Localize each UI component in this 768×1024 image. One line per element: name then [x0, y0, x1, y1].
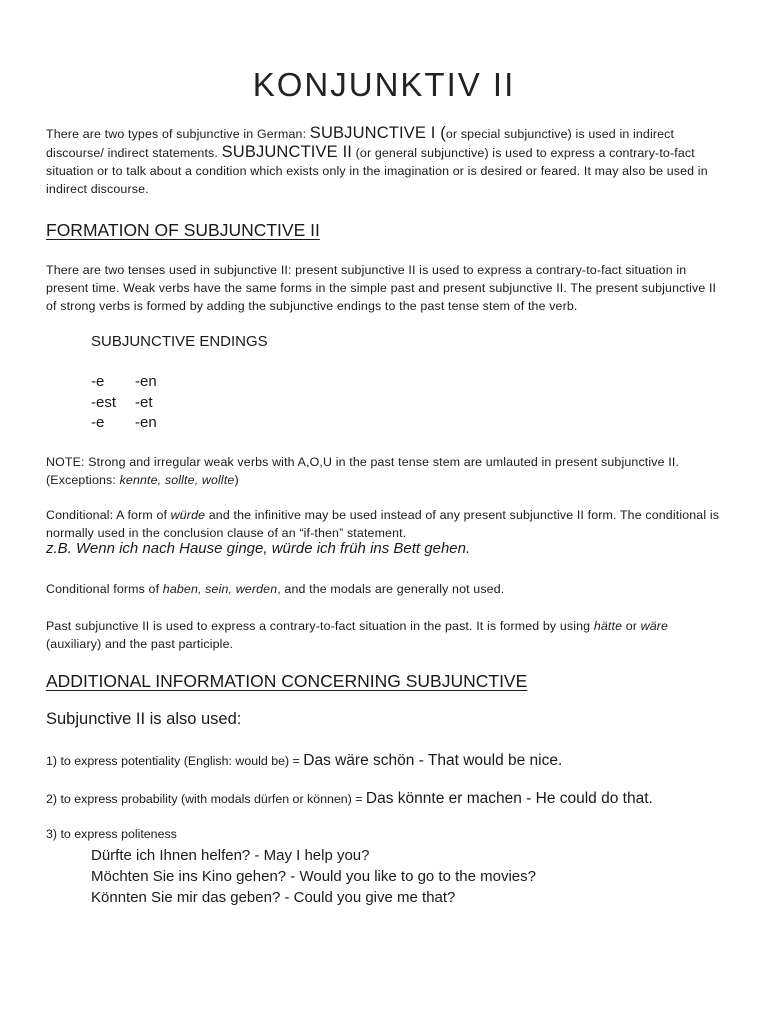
- intro-text-1: There are two types of subjunctive in German:: [46, 127, 310, 141]
- exceptions-suffix: ): [234, 473, 239, 487]
- item2-label: 2) to express probability (with modals dürfen or können) =: [46, 792, 366, 806]
- conditional-forms-paragraph: [46, 580, 722, 598]
- endings-title: SUBJUNCTIVE ENDINGS: [91, 333, 268, 350]
- past-post: (auxiliary) and the past participle.: [46, 637, 234, 651]
- subjunctive-2-term: SUBJUNCTIVE II: [221, 143, 353, 161]
- formation-heading: FORMATION OF SUBJUNCTIVE II: [46, 220, 320, 240]
- politeness-examples: [91, 845, 536, 908]
- ending-plural: -en: [135, 373, 157, 390]
- conditional-pre: Conditional: A form of: [46, 508, 171, 522]
- list-item-potentiality: [46, 752, 562, 770]
- intro-paragraph: [46, 124, 722, 198]
- conditional-forms-verbs: haben, sein, werden: [162, 582, 278, 596]
- note-paragraph: [46, 453, 722, 489]
- past-hatte: hätte: [593, 619, 623, 633]
- ending-singular: -e: [91, 414, 105, 431]
- item1-label: 1) to express potentiality (English: would be) =: [46, 754, 304, 768]
- additional-lead: Subjunctive II is also used:: [46, 710, 242, 728]
- note-text: NOTE: Strong and irregular weak verbs with A,O,U in the past tense stem are umlauted in present subjunctive II.: [46, 455, 680, 469]
- intro-text-3: (or general subjunctive) is used to express a contrary-to-fact situation or to talk about a condition which exists only in the imagination or is desired or feared. It may also be used in indirect discourse.: [46, 146, 708, 196]
- conditional-wurde: würde: [170, 508, 206, 522]
- conditional-forms-post: , and the modals are generally not used.: [277, 582, 505, 596]
- conditional-paragraph: [46, 506, 722, 542]
- ending-singular: -est: [91, 393, 117, 411]
- ending-singular: -e: [91, 373, 105, 390]
- item2-example: Das könnte er machen - He could do that.: [365, 790, 653, 807]
- page-title: KONJUNKTIV II: [252, 66, 516, 103]
- endings-row: [91, 393, 157, 414]
- formation-paragraph: There are two tenses used in subjunctive II: present subjunctive II is used to express a contrary-to-fact situation in present time. Weak verbs have the same forms in the simple past and present subjunctive II. The present subjunctive II of strong verbs is formed by adding the subjunctive endings to the past tense stem of the verb.: [46, 263, 717, 313]
- conditional-example: z.B. Wenn ich nach Hause ginge, würde ich früh ins Bett gehen.: [46, 540, 471, 557]
- endings-table: [91, 372, 157, 434]
- politeness-example: Könnten Sie mir das geben? - Could you give me that?: [91, 889, 456, 906]
- politeness-example: Möchten Sie ins Kino gehen? - Would you like to go to the movies?: [91, 868, 536, 885]
- ending-plural: -et: [135, 393, 153, 411]
- endings-row: [91, 413, 157, 434]
- ending-plural: -en: [135, 414, 157, 431]
- conditional-forms-pre: Conditional forms of: [46, 582, 163, 596]
- past-pre: Past subjunctive II is used to express a contrary-to-fact situation in the past. It is formed by using: [46, 619, 594, 633]
- past-ware: wäre: [640, 619, 669, 633]
- conditional-post: and the infinitive may be used instead of any present subjunctive II form. The conditional is normally used in the conclusion clause of an “if-then” statement.: [46, 508, 720, 540]
- list-item-politeness: 3) to express politeness: [46, 827, 177, 841]
- intro-text-2: or special subjunctive) is used in indirect discourse/ indirect statements.: [46, 127, 675, 160]
- endings-row: [91, 372, 157, 393]
- exceptions-prefix: (Exceptions:: [46, 473, 120, 487]
- list-item-probability: [46, 790, 653, 808]
- additional-heading: ADDITIONAL INFORMATION CONCERNING SUBJUNCTIVE: [46, 671, 528, 691]
- past-subjunctive-paragraph: [46, 617, 722, 653]
- past-or: or: [622, 619, 641, 633]
- item1-example: Das wäre schön - That would be nice.: [303, 752, 563, 769]
- subjunctive-1-term: SUBJUNCTIVE I (: [309, 124, 446, 142]
- politeness-example: Dürfte ich Ihnen helfen? - May I help you?: [91, 847, 370, 864]
- exceptions-words: kennte, sollte, wollte: [119, 473, 235, 487]
